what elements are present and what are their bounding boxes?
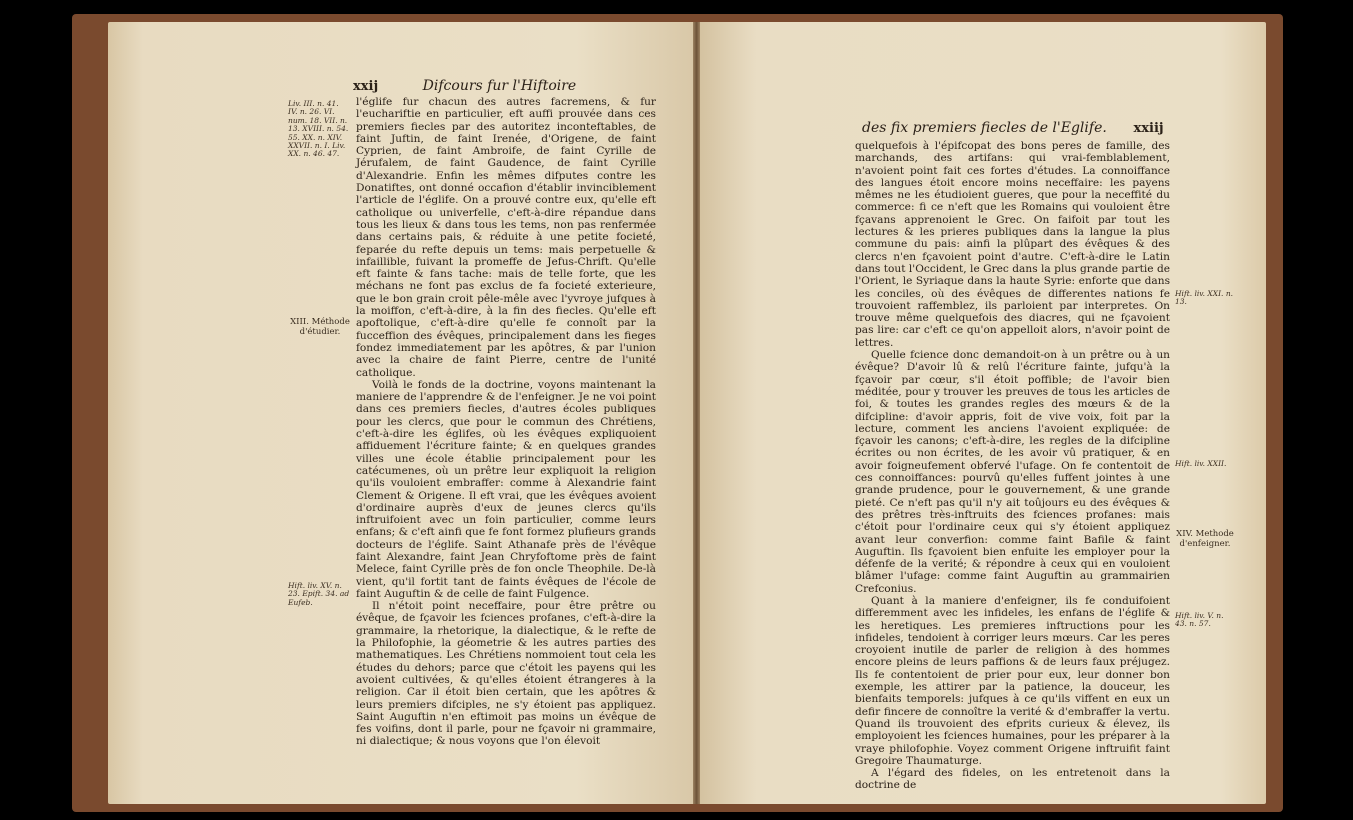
right-running-title: des fix premiers fiecles de l'Eglife. <box>862 120 1107 136</box>
right-paragraph-2: Quelle fcience donc demandoit-on à un prêtre ou à un évêque? D'avoir lû & relû l'écriture fainte, jufqu'à la fçavoir par cœur, s'il étoit poffible; de l'avoir bien méditée, pour y trouver les preuves de tous les articles de foi, & toutes les grandes regles des mœurs & de la difcipline: d'avoir appris, foit de vive voix, foit par la lecture, comment les anciens l'avoient expliquée: de fçavoir les canons; c'eft-à-dire, les regles de la difcipline écrites ou non écrites, de les avoir vû pratiquer, & en avoir foigneufement obfervé l'ufage. On fe contentoit de ces connoiffances: pourvû qu'elles fuffent jointes à une grande prudence, pour le gouvernement, & une grande pieté. Ce n'eft pas qu'il n'y ait toûjours eu des évêques & des prêtres très-inftruits des fciences profanes: mais c'étoit pour l'ordinaire ceux qui s'y étoient appliquez avant leur converfion: comme faint Bafile & faint Auguftin. Ils fçavoient bien enfuite les employer pour la défenfe de la verité; & répondre à ceux qui en vouloient blâmer l'ufage: comme faint Auguftin au grammairien Crefconius. <box>855 349 1170 595</box>
right-running-head <box>862 120 1164 136</box>
left-paragraph-1: l'églife fur chacun des autres facremens, & fur l'euchariftie en particulier, eft auffi prouvée dans ces premiers fiecles par des autoritez inconteftables, de faint Juftin, de faint Irenée, d'Origene, de faint Cyprien, de faint Ambroife, de faint Cyrille de Jérufalem, de faint Gaudence, de faint Cyrille d'Alexandrie. Enfin les mêmes difputes contre les Donatiftes, ont donné occafion d'établir invinciblement l'article de l'églife. On a prouvé contre eux, qu'elle eft catholique ou univerfelle, c'eft-à-dire répandue dans tous les lieux & dans tous les tems, non pas renfermée dans certains pais, & réduite à une petite focieté, feparée du refte depuis un tems: mais perpetuelle & infaillible, fuivant la promeffe de Jefus-Chrift. Qu'elle eft fainte & fans tache: mais de telle forte, que les méchans ne font pas exclus de fa focieté exterieure, que le bon grain croit pêle-mêle avec l'yvroye jufques à la moiffon, c'eft-à-dire, à la fin des fiecles. Qu'elle eft apoftolique, c'eft-à-dire qu'elle fe connoît par la fucceffion des évêques, principalement dans les fieges fondez immediatement par les apôtres, & par l'union avec la chaire de faint Pierre, centre de l'unité catholique. <box>356 96 656 379</box>
right-paragraph-1: quelquefois à l'épifcopat des bons peres de famille, des marchands, des artifans: qui vrai-femblablement, n'avoient point fait ces fortes d'études. La connoiffance des langues étoit encore moins neceffaire: les payens mêmes ne les étudioient gueres, que pour la neceffité du commerce: fi ce n'eft que les Romains qui vouloient être fçavans apprenoient le Grec. On faifoit par tout les lectures & les prieres publiques dans la langue la plus commune du pais: ainfi la plûpart des évêques & des clercs n'en fçavoient point d'autre. C'eft-à-dire le Latin dans tout l'Occident, le Grec dans la plus grande partie de l'Orient, le Syriaque dans la haute Syrie: enforte que dans les conciles, où des évêques de differentes nations fe trouvoient raffemblez, ils parloient par interpretes. On trouve même quelquefois des diacres, qui ne fçavoient pas lire: car c'eft ce qu'on appelloit alors, n'avoir point de lettres. <box>855 140 1170 349</box>
right-paragraph-3: Quant à la maniere d'enfeigner, ils fe conduifoient differemment avec les infideles, les enfans de l'églife & les heretiques. Les premieres inftructions pour les infideles, tendoient à corriger leurs mœurs. Car les peres croyoient inutile de parler de religion à des hommes encore pleins de leurs paffions & de leurs faux préjugez. Ils fe contentoient de prier pour eux, leur donner bon exemple, les attirer par la patience, la douceur, les bienfaits temporels: jufques à ce qu'ils viffent en eux un defir fincere de connoître la verité & d'embraffer la vertu. Quand ils trouvoient des efprits curieux & élevez, ils employoient les fciences humaines, pour les préparer à la vraye philofophie. Voyez comment Origene inftruifit faint Gregoire Thaumaturge. <box>855 594 1170 767</box>
left-page-number: xxij <box>353 79 379 94</box>
left-section-heading: XIII. Méthode d'étudier. <box>290 317 350 337</box>
open-book <box>72 14 1283 812</box>
right-margin-note-2: Hift. liv. XXII. <box>1175 459 1227 468</box>
left-paragraph-3: Il n'étoit point neceffaire, pour être prêtre ou évêque, de fçavoir les fciences profanes, c'eft-à-dire la grammaire, la rhetorique, la dialectique, & le refte de la Philofophie, la géometrie & les autres parties des mathematiques. Les Chrétiens nommoient tout cela les études du dehors; parce que c'étoit les payens qui les avoient cultivées, & qu'elles étoient étrangeres à la religion. Car il étoit bien certain, que les apôtres & leurs premiers difciples, ne s'y étoient pas appliquez. Saint Auguftin n'en eftimoit pas moins un évêque de fes voifins, dont il parle, pour ne fçavoir ni grammaire, ni dialectique; & nous voyons que l'on élevoit <box>356 600 656 748</box>
left-running-title: Difcours fur l'Hiftoire <box>422 78 577 94</box>
left-paragraph-2: Voilà le fonds de la doctrine, voyons maintenant la maniere de l'apprendre & de l'enfeigner. Je ne voi point dans ces premiers fiecles, d'autres écoles publiques pour les clercs, que pour le commun des Chrétiens, c'eft-à-dire les églifes, où les évêques expliquoient affiduement l'écriture fainte; & en quelques grandes villes une école établie principalement pour les catécumenes, où un prêtre leur expliquoit la religion qu'ils vouloient embraffer: comme à Alexandrie faint Clement & Origene. Il eft vrai, que les évêques avoient d'ordinaire auprès d'eux de jeunes clercs qu'ils inftruifoient avec un foin particulier, comme leurs enfans; & c'eft ainfi que fe font formez plufieurs grands docteurs de l'églife. Saint Athanafe près de l'évêque faint Alexandre, faint Jean Chryfoftome près de faint Melece, faint Cyrille près de fon oncle Theophile. De-là vient, qu'il fortit tant de faints évêques de l'école de faint Auguftin & de celle de faint Fulgence. <box>356 378 656 600</box>
right-margin-note-3: Hift. liv. V. n. 43. n. 57. <box>1175 611 1224 629</box>
right-paragraph-4: A l'égard des fideles, on les entretenoit dans la doctrine de <box>855 767 1170 792</box>
left-margin-note-2: Hift. liv. XV. n. 23. Epift. 34. ad Eufeb. <box>288 581 350 607</box>
right-page <box>700 22 1266 804</box>
left-page <box>108 22 693 804</box>
right-margin-note-1: Hift. liv. XXI. n. 13. <box>1175 289 1234 307</box>
right-body-text <box>855 140 1170 792</box>
right-page-number: xxiij <box>1133 121 1164 136</box>
left-body-text <box>356 96 656 748</box>
left-running-head <box>353 78 576 94</box>
right-section-heading: XIV. Methode d'enfeigner. <box>1176 529 1234 549</box>
left-margin-note-1: Liv. III. n. 41. IV. n. 26. VI. num. 18. VII. n. 13. XVIII. n. 54. 55. XX. n. XIV. XXVII. n. I. Liv. XX. n. 46. 47. <box>288 99 349 159</box>
